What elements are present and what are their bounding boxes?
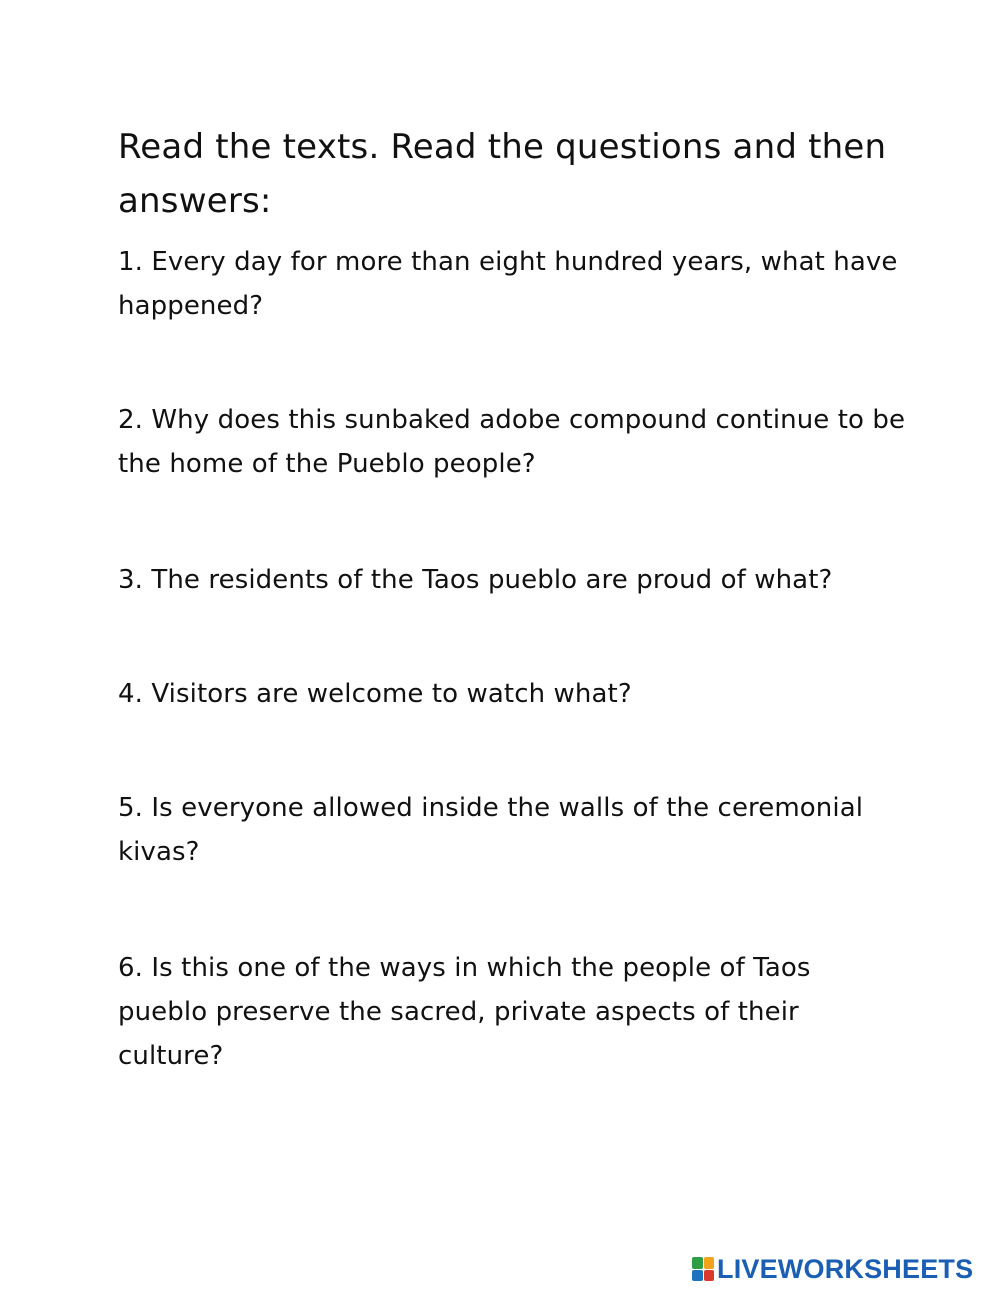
question-4: 4. Visitors are welcome to watch what? xyxy=(118,679,632,709)
question-1: 1. Every day for more than eight hundred years, what have happened? xyxy=(118,247,898,321)
question-5: 5. Is everyone allowed inside the walls of the ceremonial kivas? xyxy=(118,793,864,867)
question-6: 6. Is this one of the ways in which the people of Taos pueblo preserve the sacred, private aspects of their culture? xyxy=(118,953,811,1071)
liveworksheets-logo-icon xyxy=(692,1257,714,1281)
instructions-heading: Read the texts. Read the questions and then answers: xyxy=(118,127,887,221)
liveworksheets-brand xyxy=(692,1254,973,1284)
question-2: 2. Why does this sunbaked adobe compound continue to be the home of the Pueblo people? xyxy=(118,405,906,479)
question-3: 3. The residents of the Taos pueblo are proud of what? xyxy=(118,565,833,595)
brand-name: LIVEWORKSHEETS xyxy=(717,1254,974,1284)
